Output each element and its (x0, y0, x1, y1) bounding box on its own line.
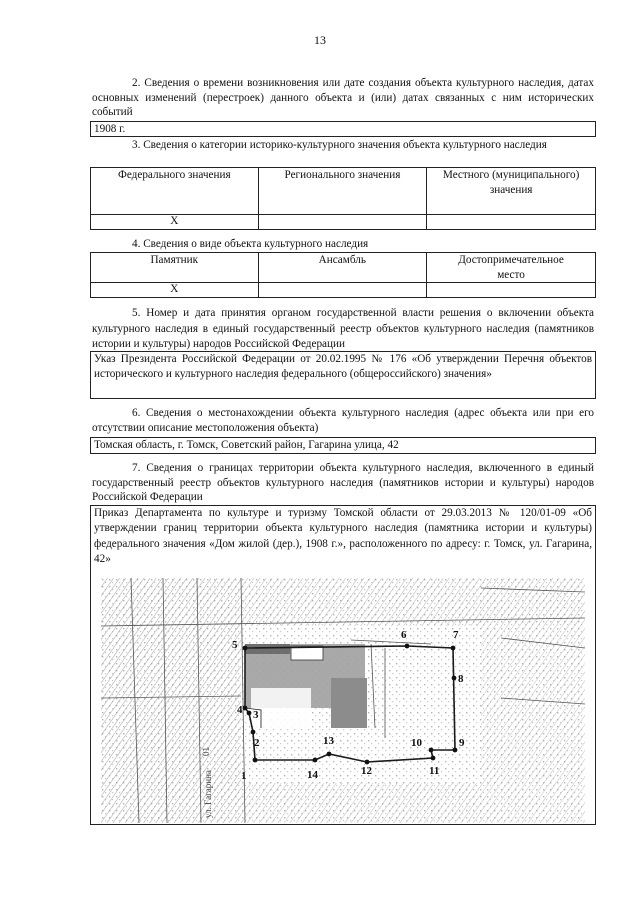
section-5-heading: 5. Номер и дата принятия органом государственной власти решения о включении объекта культурного наследия в единый государственный реестр объектов культурного наследия (памятников истории и культуры) народов Российской Федерации (92, 307, 594, 350)
object-type-table (90, 252, 596, 298)
vertex-3 (247, 711, 252, 716)
page-number: 13 (314, 33, 326, 47)
table-cell: Х (91, 283, 259, 298)
table-row (91, 253, 596, 283)
map-shading-right (481, 626, 585, 823)
table-header-cell: Ансамбль (258, 253, 427, 283)
vertex-8 (452, 676, 457, 681)
table-header-cell: Регионального значения (258, 168, 427, 215)
street-label: ул. Гагарина (203, 770, 213, 818)
vertex-label: 8 (458, 673, 464, 685)
vertex-9 (453, 748, 458, 753)
vertex-label: 14 (307, 769, 318, 781)
table-header-cell: Местного (муниципального) значения (427, 168, 596, 215)
vertex-label: 3 (253, 709, 259, 721)
vertex-label: 6 (401, 629, 407, 641)
section-5-value: Указ Президента Российской Федерации от 20.02.1995 № 176 «Об утверждении Перечня объектов исторического и культурного наследия федерального (общероссийского) значения» (90, 351, 596, 399)
vertex-13 (327, 752, 332, 757)
vertex-4 (243, 706, 248, 711)
street-fragment: 01 (201, 747, 211, 756)
building-white (251, 688, 311, 728)
vertex-label: 12 (361, 765, 372, 777)
vertex-6 (405, 644, 410, 649)
table-cell (427, 215, 596, 230)
vertex-label: 1 (241, 770, 247, 782)
table-header-cell: Памятник (91, 253, 259, 283)
map-shading-bottom (241, 783, 481, 823)
section-6-value: Томская область, г. Томск, Советский район, Гагарина улица, 42 (90, 437, 596, 454)
table-cell (258, 215, 427, 230)
vertex-11 (431, 756, 436, 761)
section-4-heading: 4. Сведения о виде объекта культурного наследия (132, 238, 369, 250)
table-cell (427, 283, 596, 298)
vertex-label: 11 (429, 765, 440, 777)
table-row (91, 283, 596, 298)
vertex-1 (253, 758, 258, 763)
building-shaded (245, 644, 290, 654)
section-6-heading: 6. Сведения о местонахождении объекта культурного наследия (адрес объекта или при его отсутствии описание местоположения объекта) (92, 407, 594, 434)
table-cell: Х (91, 215, 259, 230)
table-header-cell: Федерального значения (91, 168, 259, 215)
table-cell (258, 283, 427, 298)
vertex-label: 4 (237, 704, 243, 716)
vertex-5 (243, 646, 248, 651)
vertex-label: 7 (453, 629, 459, 641)
vertex-2 (251, 730, 256, 735)
section-2-heading: 2. Сведения о времени возникновения или дате создания объекта культурного наследия, датах основных изменений (перестроек) данного объекта и (или) датах связанных с ним исторических событий (92, 77, 594, 119)
vertex-label: 13 (323, 735, 334, 747)
category-table (90, 167, 596, 230)
vertex-14 (313, 758, 318, 763)
vertex-12 (365, 760, 370, 765)
boundary-map (101, 578, 585, 823)
building-shaded (331, 678, 367, 728)
section-7-heading: 7. Сведения о границах территории объекта культурного наследия, включенного в единый государственный реестр объектов культурного наследия (памятников истории и культуры) народов Российской Федерации (92, 462, 594, 504)
section-3-heading: 3. Сведения о категории историко-культурного значения объекта культурного наследия (132, 139, 547, 151)
map-shading-left (101, 578, 241, 823)
section-7-value: Приказ Департамента по культуре и туризму Томской области от 29.03.2013 № 120/01-09 «Об утверждении границ территории объекта культурного наследия (памятника истории и культуры) федерального значения «Дом жилой (дер.), 1908 г.», расположенного по адресу: г. Томск, ул. Гагарина, 42» (94, 507, 592, 565)
vertex-label: 9 (459, 737, 465, 749)
table-row (91, 168, 596, 215)
vertex-label: 10 (411, 737, 422, 749)
table-header-cell: Достопримечательное место (427, 253, 596, 283)
section-2-value: 1908 г. (90, 121, 596, 137)
vertex-10 (429, 748, 434, 753)
vertex-7 (451, 646, 456, 651)
vertex-label: 2 (254, 737, 260, 749)
vertex-label: 5 (232, 639, 238, 651)
table-row (91, 215, 596, 230)
